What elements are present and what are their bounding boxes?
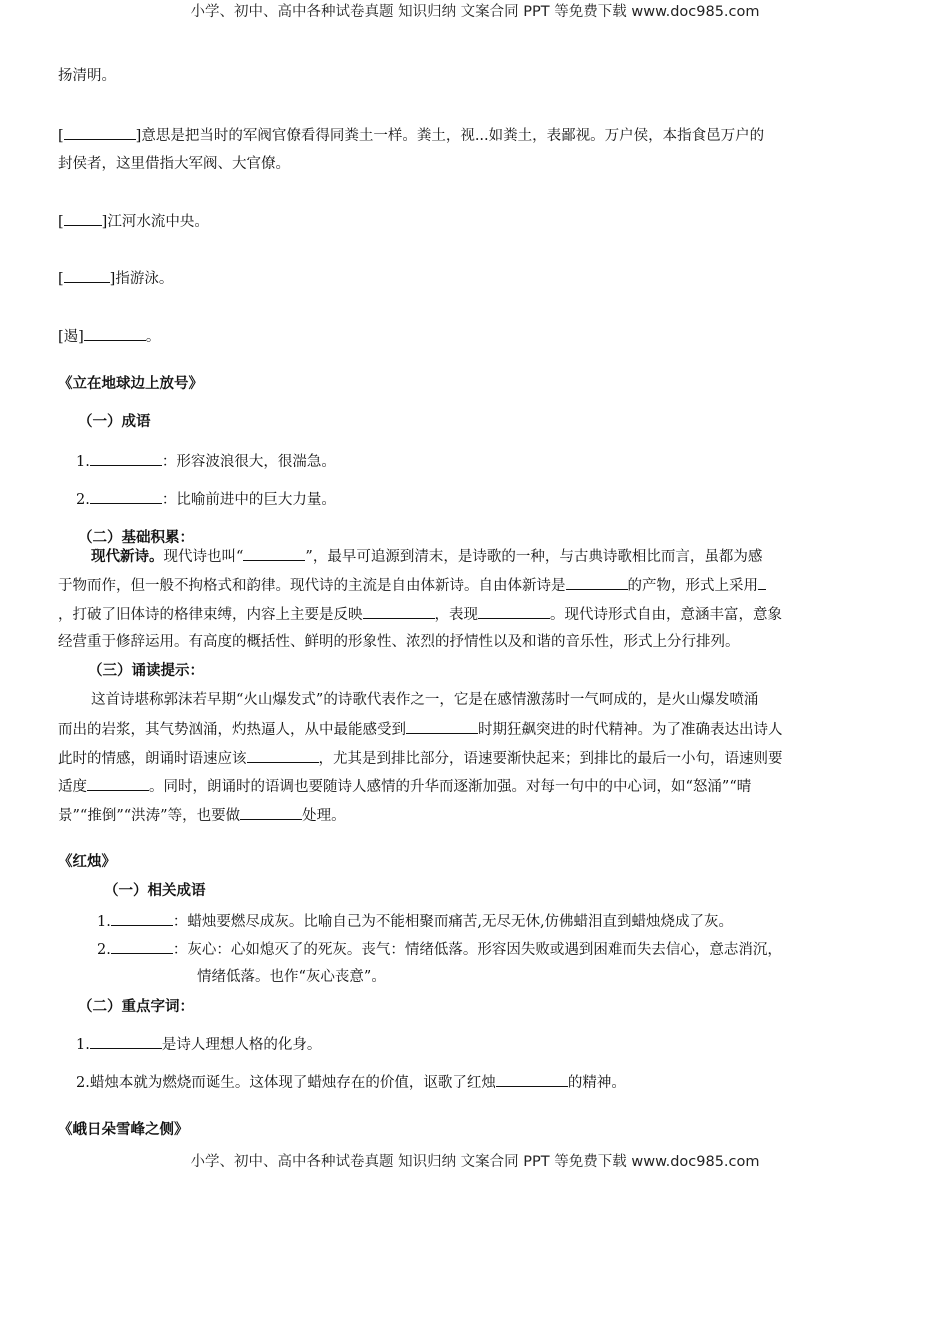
text: ”，最早可追源到清末，是诗歌的一种，与古典诗歌相比而言，虽都为感 [305,549,763,565]
text: ：比喻前进中的巨大力量。 [161,492,336,508]
text: 此时的情感，朗诵时语速应该 [58,751,247,767]
section-title: 《立在地球边上放号》 [58,376,203,392]
bracket: [ [58,128,64,144]
answer-blank[interactable] [90,489,162,504]
answer-blank[interactable] [111,911,173,926]
answer-blank[interactable] [111,939,173,954]
text: 现代诗也叫“ [163,549,244,565]
text-line [58,776,751,797]
page-footer: 小学、初中、高中各种试卷真题 知识归纳 文案合同 PPT 等免费下载 www.doc985.com [190,1154,760,1170]
text-line: 这首诗堪称郭沫若早期“火山爆发式”的诗歌代表作之一，它是在感情激荡时一气呵成的，是火山爆发喷涌 [91,692,759,708]
bracket: [ [58,271,64,287]
subheading: （二）重点字词： [78,999,194,1015]
bracket: [ [58,214,64,230]
list-item [76,1034,321,1055]
answer-blank[interactable] [566,575,628,590]
text: ]意思是把当时的军阀官僚看得同粪土一样。粪土，视...如粪土，表鄙视。万户侯，本指食邑万户的 [135,128,765,144]
item-number: 1. [76,1037,90,1053]
answer-blank[interactable] [478,604,550,619]
answer-blank[interactable] [87,776,149,791]
text: [遏] [58,329,84,345]
text: 而出的岩浆，其气势汹涌，灼热逼人，从中最能感受到 [58,722,406,738]
text: ]指游泳。 [109,271,174,287]
text: 适度 [58,779,87,795]
answer-blank[interactable] [406,719,478,734]
answer-blank[interactable] [758,575,766,590]
text-line [58,719,783,740]
text-line [58,211,209,232]
list-item [97,939,782,960]
answer-blank[interactable] [64,125,136,140]
text: 的产物，形式上采用 [627,578,758,594]
answer-blank[interactable] [243,546,305,561]
text: ：蜡烛要燃尽成灰。比喻自己为不能相聚而痛苦,无尽无休,仿佛蜡泪直到蜡烛烧成了灰。 [172,914,734,930]
item-number: 1. [97,914,111,930]
text-line [58,604,782,625]
answer-blank[interactable] [90,451,162,466]
answer-blank[interactable] [240,805,302,820]
text-line: 情绪低落。也作“灰心丧意”。 [197,969,386,985]
answer-blank[interactable] [64,268,110,283]
text-line: 扬清明。 [58,68,116,84]
text-line: 封侯者，这里借指大军阀、大官僚。 [58,156,290,172]
subheading: （一）成语 [78,414,151,430]
text: ：形容波浪很大，很湍急。 [161,454,336,470]
subheading: （三）诵读提示： [88,663,204,679]
text: 处理。 [302,808,346,824]
page-header: 小学、初中、高中各种试卷真题 知识归纳 文案合同 PPT 等免费下载 www.doc985.com [190,4,760,20]
text: 时期狂飙突进的时代精神。为了准确表达出诗人 [478,722,783,738]
list-item [76,1072,626,1093]
answer-blank[interactable] [64,211,102,226]
text-line [91,546,762,567]
text: 。 [145,329,161,345]
subheading: （二）基础积累： [78,530,194,546]
text: ，尤其是到排比部分，语速要渐快起来；到排比的最后一小句，语速则要 [318,751,783,767]
answer-blank[interactable] [84,326,146,341]
list-item [97,911,733,932]
text-line [58,575,766,596]
text-line [58,805,346,826]
answer-blank[interactable] [247,748,319,763]
answer-blank[interactable] [363,604,435,619]
text-line: 经营重于修辞运用。有高度的概括性、鲜明的形象性、浓烈的抒情性以及和谐的音乐性，形式上分行排列。 [58,634,740,650]
text: ，表现 [434,607,478,623]
list-item [76,489,336,510]
text: ，打破了旧体诗的格律束缚，内容上主要是反映 [58,607,363,623]
text-line [58,326,160,347]
text: ：灰心：心如熄灭了的死灰。丧气：情绪低落。形容因失败或遇到困难而失去信心，意志消沉， [172,942,782,958]
answer-blank[interactable] [90,1034,162,1049]
text: 。现代诗形式自由，意涵丰富，意象 [550,607,782,623]
text-line [58,748,783,769]
section-title: 《红烛》 [58,854,116,870]
text-line [58,125,764,146]
text: 。同时，朗诵时的语调也要随诗人感情的升华而逐渐加强。对每一句中的中心词，如“怒涌”“晴 [149,779,752,795]
subheading: （一）相关成语 [104,883,206,899]
text-line [58,268,173,289]
list-item [76,451,336,472]
text: 的精神。 [567,1075,626,1091]
text: ]江河水流中央。 [101,214,209,230]
text: 2.蜡烛本就为燃烧而诞生。这体现了蜡烛存在的价值，讴歌了红烛 [76,1075,496,1091]
text: 是诗人理想人格的化身。 [161,1037,322,1053]
answer-blank[interactable] [496,1072,568,1087]
item-number: 2. [97,942,111,958]
item-number: 1. [76,454,90,470]
bold-term: 现代新诗。 [91,549,164,565]
text: 景”“推倒”“洪涛”等，也要做 [58,808,241,824]
section-title: 《峨日朵雪峰之侧》 [58,1122,189,1138]
item-number: 2. [76,492,90,508]
text: 于物而作，但一般不拘格式和韵律。现代诗的主流是自由体新诗。自由体新诗是 [58,578,566,594]
